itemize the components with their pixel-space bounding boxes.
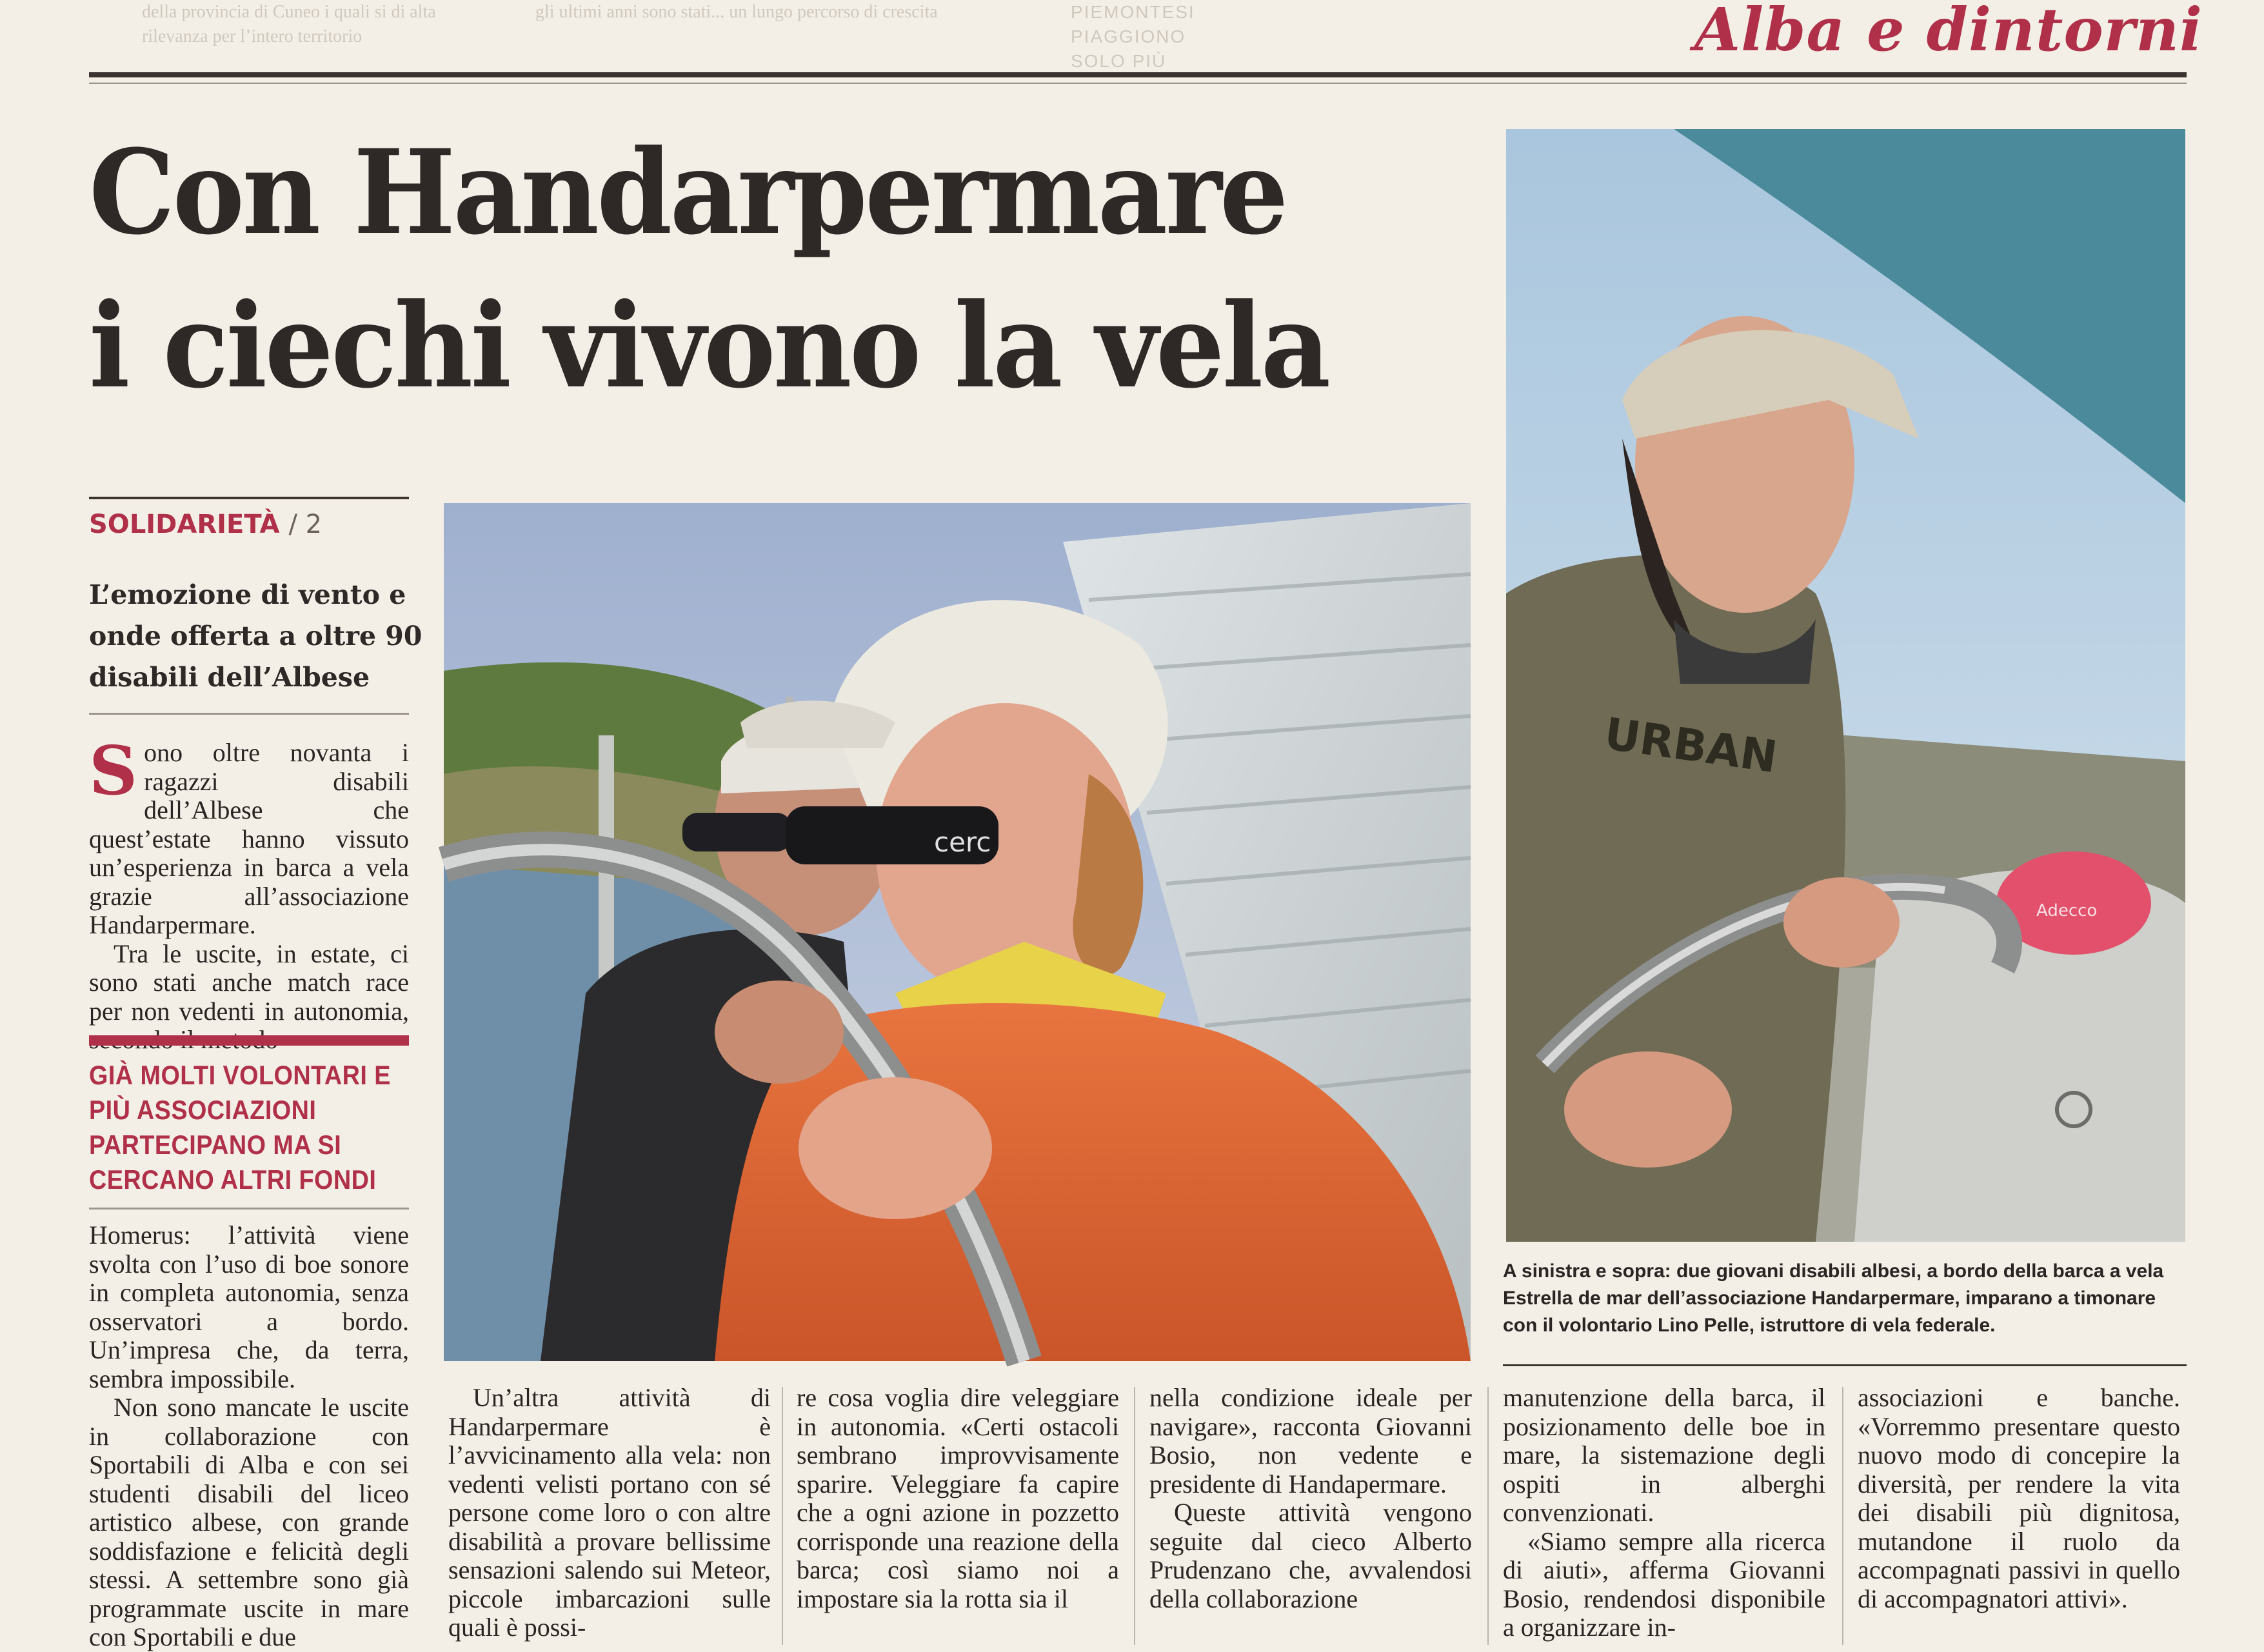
photo-young-man-steering [1506,129,2185,1242]
pullquote: GIÀ MOLTI VOLONTARI E PIÙ ASSOCIAZIONI PARTECIPANO MA SI CERCANO ALTRI FONDI [89,1060,391,1195]
paragraph-4: Non sono mancate le uscite in collaborazione con Sportabili di Alba e con sei studenti disabili del liceo artistico albese, con grande soddisfazione e felicità degli stessi. A settembre sono già programmate uscite in mare con Sportabili e due [89,1393,409,1651]
sunglasses-logo: cerc [934,826,991,858]
bleed-text-top-right: PIEMONTESI PIAGGIONO SOLO PIÙ [1071,2,1195,71]
body-column-5 [1503,1384,1825,1648]
paragraph-8: Queste attività vengono seguite dal cieco Alberto Prudenzano che, avvalendosi della collaborazione [1149,1498,1472,1613]
column-divider [782,1387,783,1645]
paragraph-6: re cosa voglia dire veleggiare in autonomia. «Certi ostacoli sembrano improvvisamente sparire. Veleggiare fa capire che a ogni azione in pozzetto corrisponde una reazione della barca; così siamo noi a impostare sia la rotta sia il [797,1383,1119,1613]
headline-line-2: i ciechi vivono la vela [89,278,1329,414]
paragraph-10: «Siamo sempre alla ricerca di aiuti», afferma Giovanni Bosio, rendendosi disponibile a organizzare in- [1503,1526,1825,1642]
section-header: Alba e dintorni [1694,0,2203,65]
body-column-3 [797,1384,1119,1648]
kicker-rule [89,497,409,499]
kicker [89,510,322,539]
bleed-text-top-left: della provincia di Cuneo i quali si di alta rilevanza per l’intero territorio [142,2,436,46]
body-column-6 [1858,1384,2180,1648]
paragraph-9: manutenzione della barca, il posizionamento delle boe in mare, la sistemazione degli ospiti in alberghi convenzionati. [1503,1383,1825,1527]
pullquote-band [89,1035,409,1046]
headline [89,116,1329,423]
paragraph-2: Tra le uscite, in estate, ci sono stati anche match race per non vedenti in autonomia, [89,939,409,1026]
body-column-4 [1149,1384,1472,1648]
column-divider [1134,1387,1135,1645]
body-column-1-top [89,731,409,1026]
paragraph-5: Un’altra attività di Handarpermare è l’avvicinamento alla vela: non vedenti velisti portano con sé persone come loro o con altre disabilità a provare bellissime sensazioni salendo sui Meteor, piccole imbarcazioni sulle quali è possi- [448,1383,771,1642]
paragraph-11: associazioni e banche. «Vorremmo presentare questo nuovo modo di concepire la diversità, per rendere la vita dei disabili più dignitosa, mutandone il ruolo da accompagnati passivi in quello di accompagnatori attivi». [1858,1383,2180,1613]
subhead-rule [89,713,409,715]
headline-line-1: Con Handarpermare [89,124,1286,261]
caption-rule [1503,1364,2187,1366]
photo-caption: A sinistra e sopra: due giovani disabili albesi, a bordo della barca a vela Estrella de mar dell’associazione Handarpermare, imparano a timonare con il volontario Lino Pelle, istruttore di vela federale. [1503,1260,2164,1336]
helmet-logo: Adecco [2036,901,2098,921]
photo-sailors-at-helm [444,503,1471,1361]
subheadline: L’emozione di vento e onde offerta a oltre 90 disabili dell’Albese [89,579,422,693]
top-rule [89,72,2187,77]
paragraph-3: Homerus: l’attività viene svolta con l’uso di boe sonore in completa autonomia, senza osservatori a bordo. Un’impresa che, da terra, sembra impossibile. [89,1220,409,1393]
body-column-2 [448,1384,771,1648]
pullquote-rule [89,1208,409,1209]
column-divider [1487,1387,1489,1645]
paragraph-7: nella condizione ideale per navigare», racconta Giovanni Bosio, non vedente e presidente di Handapermare. [1149,1383,1472,1498]
body-column-1-bottom [89,1220,409,1651]
paragraph-1: ono oltre novanta i ragazzi disabili dell’Albese che quest’estate hanno vissuto un’esperienza in barca a vela grazie all’associazione Handarpermare. [89,738,409,939]
drop-cap: S [89,731,138,810]
bleed-text-top-mid: gli ultimi anni sono stati... un lungo percorso di crescita [535,2,938,22]
column-divider [1842,1387,1843,1645]
shirt-text: URBAN [1601,708,1780,784]
kicker-label: SOLIDARIETÀ [89,510,280,539]
kicker-number: / 2 [288,510,323,539]
top-thin-rule [89,83,2187,84]
